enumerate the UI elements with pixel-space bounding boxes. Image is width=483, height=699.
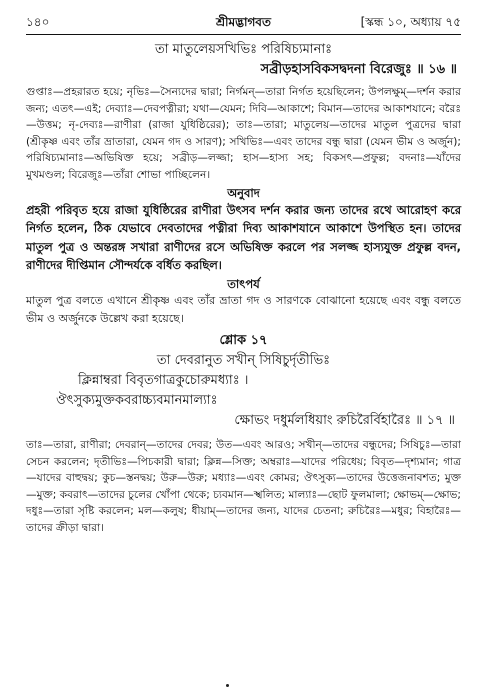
verse-17-word-meanings: তাঃ—তারা, রাণীরা; দেবরান্—তাদের দেবর; উত—এবং আরও; সখীন্—তাদের বন্ধুদের; সিষিচুঃ—তারা সেচন করলেন; দৃতীভিঃ—পিচকারী দ্বারা; ক্লিন্ন—সিক্ত; অম্বরাঃ—যাদের পরিধেয়; বিবৃত—দৃশ্যমান; গাত্র—যাদের বাহুদ্বয়; কুচ—স্তনদ্বয়; উরু—উরু; মধ্যাঃ—এবং কোমর; ঔৎসুক্য—তাদের উত্তেজনাবশত; মুক্ত—মুক্ত; কবরাৎ—তাদের চুলের খোঁপা থেকে; চ্যবমান—স্খলিত; মাল্যাঃ—ছোট ফুলমালা; ক্ষোভম্—ক্ষোভ; দধুঃ—তারা সৃষ্টি করলেন; মল—কলুষ; ধীয়াম্—তাদের জন্য, যাদের চেতনা; রুচিরৈঃ—মধুর; বিহারৈঃ—তাদের ক্রীড়া দ্বারা। (26, 439, 461, 534)
verse-16-purport: মাতুল পুত্র বলতে এখানে শ্রীকৃষ্ণ এবং তাঁর ভ্রাতা গদ ও সারণকে বোঝানো হয়েছে এবং বন্ধু বলতে ভীম ও অর্জুনকে উল্লেখ করা হয়েছে। (26, 294, 461, 325)
verse-16-line-1: তা মাতুলেয়সখিভিঃ পরিষিচ্যমানাঃ (154, 42, 333, 57)
verse-17-line-3: ঔৎসুক্যমুক্তকবরাচ্চ্যবমানমাল্যাঃ (56, 393, 218, 409)
book-title: শ্রীমদ্ভাগবত (215, 15, 271, 29)
translation-heading: অনুবাদ (227, 186, 260, 200)
verse-16-word-meanings: গুপ্তাঃ—প্রহরারত হয়ে; নৃভিঃ—সৈন্যদের দ্বারা; নির্গমন্—তারা নির্গত হয়েছিলেন; উপলক্ষুম্—দর্শন করার জন্য; এতৎ—এই; দেব্যাঃ—দেবপত্নীরা; যথা—যেমন; দিবি—আকাশে; বিমান—তাদের আকাশযানে; বরৈঃ—উত্তম; নৃ-দেব্যঃ—রাণীরা (রাজা যুধিষ্ঠিরের); তাঃ—তারা; মাতুলেয়—তাদের মাতুল পুত্রদের দ্বারা (শ্রীকৃষ্ণ এবং তাঁর ভ্রাতারা, যেমন গদ ও সারণ); সখিভিঃ—এবং তাদের বন্ধু দ্বারা (যেমন ভীম ও অর্জুন); পরিষিচ্যমানাঃ—অভিষিক্ত হয়ে; সব্রীড়—লজ্জা; হাস—হাস্য সহ; বিকসৎ—প্রফুল্ল; বদনাঃ—যাঁদের মুখমণ্ডল; বিরেজুঃ—তাঁরা শোভা পাচ্ছিলেন। (26, 86, 461, 181)
verse-17-line-2: ক্লিন্নাম্বরা বিবৃতগাত্রকুচোরুমধ্যাঃ । (78, 373, 249, 389)
verse-16-translation: প্রহরী পরিবৃত হয়ে রাজা যুধিষ্ঠিরের রাণীরা উৎসব দর্শন করার জন্য তাদের রথে আরোহণ করে নির্গত হলেন, ঠিক যেভাবে দেবতাদের পত্নীরা দিব্য আকাশযানে আকাশে উপস্থিত হন। তাদের মাতুল পুত্র ও অন্তরঙ্গ সখারা রাণীদের রসে অভিষিক্ত করলে পর সলজ্জ হাস্যযুক্ত প্রফুল্ল বদন, রাণীদের দীপ্তিমান সৌন্দর্যকে বর্ধিত করছিল। (26, 203, 461, 272)
verse-17-heading: শ্লোক ১৭ (219, 333, 268, 349)
page-body (26, 40, 461, 536)
verse-17-line-4: ক্ষোভং দধুর্মলধিয়াং রুচিরৈর্বিহারৈঃ ॥ ১৭ ॥ (234, 413, 455, 429)
footer-mark (226, 684, 229, 687)
purport-heading: তাৎপর্য (227, 277, 260, 292)
header-rule (26, 34, 461, 35)
section-reference: [স্কন্ধ ১০, অধ্যায় ৭৫ (360, 15, 461, 29)
running-header (26, 12, 461, 32)
page-number: ১৪০ (26, 15, 50, 29)
verse-16-line-2: সব্রীড়হাসবিকসদ্বদনা বিরেজুঃ ॥ ১৬ ॥ (260, 62, 457, 77)
verse-17-line-1: তা দেবরানুত সখীন্ সিষিচুর্দৃতীভিঃ (156, 353, 331, 369)
